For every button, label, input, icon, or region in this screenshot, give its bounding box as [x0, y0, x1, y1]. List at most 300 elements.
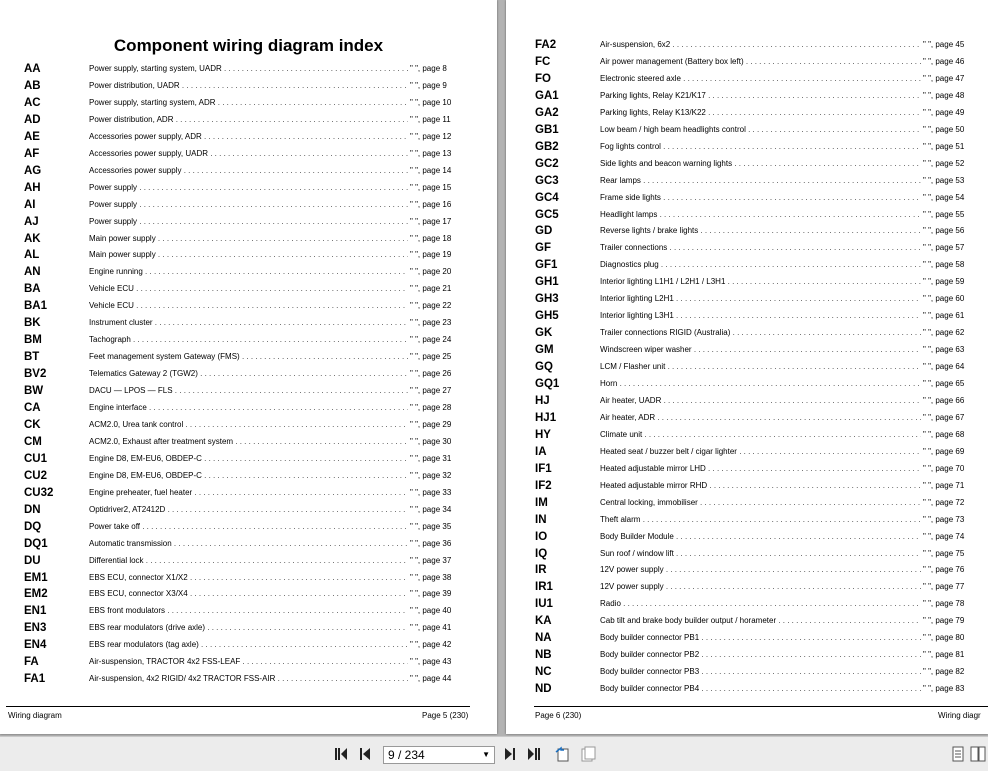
entry-description: Automatic transmission . . .: [89, 539, 409, 548]
entry-description: Fog lights control . . .: [600, 142, 922, 151]
page-number-value: 9 / 234: [388, 748, 425, 762]
index-entry[interactable]: [506, 309, 988, 326]
entry-code: CK: [24, 418, 41, 431]
index-entry[interactable]: [0, 638, 497, 655]
index-entry[interactable]: [506, 106, 988, 123]
entry-page-reference[interactable]: " ", page 70: [923, 463, 965, 473]
entry-page-reference[interactable]: " ", page 26: [410, 369, 452, 379]
entry-code: AE: [24, 130, 40, 143]
entry-page-reference[interactable]: " ", page 49: [923, 107, 965, 117]
index-entry[interactable]: [506, 275, 988, 292]
index-entry[interactable]: [506, 394, 988, 411]
index-entry[interactable]: [506, 191, 988, 208]
index-entry[interactable]: [506, 258, 988, 275]
entry-code: FC: [535, 55, 551, 68]
entry-description: Interior lighting L1H1 / L2H1 / L3H1 . . .: [600, 277, 922, 286]
entry-page-reference[interactable]: " ", page 43: [410, 657, 452, 667]
entry-description: Interior lighting L3H1 . . .: [600, 311, 922, 320]
index-title: Component wiring diagram index: [113, 36, 384, 55]
entry-page-reference[interactable]: " ", page 58: [923, 260, 965, 270]
page-left: [0, 0, 497, 734]
entry-description: Engine running . . .: [89, 267, 409, 276]
entry-code: BA1: [24, 300, 48, 313]
entry-description: Power distribution, UADR . . .: [89, 81, 409, 90]
entry-code: NC: [535, 666, 552, 679]
entry-page-reference[interactable]: " ", page 10: [410, 97, 452, 107]
entry-description: EBS ECU, connector X1/X2 . . .: [89, 573, 409, 582]
index-entry[interactable]: [0, 130, 497, 147]
entry-page-reference[interactable]: " ", page 63: [923, 345, 965, 355]
index-entry[interactable]: [0, 621, 497, 638]
index-entry[interactable]: [0, 587, 497, 604]
index-entry[interactable]: [506, 563, 988, 580]
index-entry[interactable]: [0, 215, 497, 232]
entry-code: AK: [24, 232, 41, 245]
entry-code: EN1: [24, 605, 47, 618]
entry-code: GC5: [535, 208, 559, 221]
index-entry[interactable]: [506, 292, 988, 309]
entry-page-reference[interactable]: " ", page 8: [410, 64, 447, 73]
index-entry[interactable]: [506, 343, 988, 360]
entry-description: ACM2.0, Exhaust after treatment system . . .: [89, 437, 409, 446]
index-entry[interactable]: [0, 282, 497, 299]
entry-description: Body builder connector PB3 . . .: [600, 667, 922, 676]
entry-description: Power supply, starting system, UADR . . .: [89, 64, 409, 73]
index-entry[interactable]: [0, 265, 497, 282]
entry-page-reference[interactable]: " ", page 78: [923, 599, 965, 609]
entry-code: AI: [24, 198, 36, 211]
entry-code: GC3: [535, 174, 559, 187]
entry-description: Sun roof / window lift . . .: [600, 549, 922, 558]
index-entry[interactable]: [506, 208, 988, 225]
index-entry[interactable]: [0, 350, 497, 367]
index-entry[interactable]: [0, 655, 497, 672]
next-page-icon[interactable]: [502, 746, 518, 762]
entry-description: Cab tilt and brake body builder output / horameter . . .: [600, 616, 922, 625]
entry-description: Horn . . .: [600, 379, 922, 388]
entry-code: NA: [535, 632, 552, 645]
entry-code: AH: [24, 181, 41, 194]
entry-code: IF2: [535, 479, 552, 492]
index-entry[interactable]: [506, 428, 988, 445]
entry-description: Heated adjustable mirror LHD . . .: [600, 464, 922, 473]
entry-code: AL: [24, 249, 40, 262]
entry-page-reference[interactable]: " ", page 27: [410, 386, 452, 396]
entry-description: EBS front modulators . . .: [89, 606, 409, 615]
entry-description: Diagnostics plug . . .: [600, 260, 922, 269]
entry-code: FA1: [24, 673, 46, 686]
entry-page-reference[interactable]: " ", page 24: [410, 335, 452, 345]
index-entry[interactable]: [506, 157, 988, 174]
entry-description: Main power supply . . .: [89, 234, 409, 243]
entry-page-reference[interactable]: " ", page 65: [923, 379, 965, 388]
entry-page-reference[interactable]: " ", page 28: [410, 403, 452, 412]
index-entry[interactable]: [0, 164, 497, 181]
entry-description: Accessories power supply . . .: [89, 166, 409, 175]
entry-description: Interior lighting L2H1 . . .: [600, 294, 922, 303]
chevron-down-icon[interactable]: ▼: [482, 750, 490, 759]
entry-code: GC2: [535, 157, 559, 170]
entry-page-reference[interactable]: " ", page 69: [923, 446, 965, 456]
entry-page-reference[interactable]: " ", page 67: [923, 412, 965, 422]
entry-description: Radio . . .: [600, 599, 922, 608]
entry-description: Theft alarm . . .: [600, 515, 922, 524]
entry-description: Telematics Gateway 2 (TGW2) . . .: [89, 369, 409, 378]
index-entry[interactable]: [506, 665, 988, 682]
entry-code: CU32: [24, 486, 54, 499]
index-entry[interactable]: [0, 198, 497, 215]
entry-description: Vehicle ECU . . .: [89, 301, 409, 310]
entry-code: DQ1: [24, 537, 48, 550]
entry-page-reference[interactable]: " ", page 50: [923, 124, 965, 134]
index-entry[interactable]: [0, 232, 497, 249]
entry-page-reference[interactable]: " ", page 23: [410, 318, 452, 328]
entry-page-reference[interactable]: " ", page 32: [410, 470, 452, 480]
entry-page-reference[interactable]: " ", page 60: [923, 294, 965, 304]
entry-page-reference[interactable]: " ", page 79: [923, 616, 965, 626]
previous-view-icon[interactable]: [554, 746, 570, 762]
index-entry[interactable]: [506, 496, 988, 513]
index-entry[interactable]: [0, 401, 497, 418]
entry-description: Body Builder Module . . .: [600, 532, 922, 541]
entry-code: DN: [24, 503, 41, 516]
index-entry[interactable]: [506, 614, 988, 631]
index-entry[interactable]: [506, 462, 988, 479]
entry-description: Main power supply . . .: [89, 250, 409, 259]
entry-page-reference[interactable]: " ", page 66: [923, 395, 965, 405]
entry-code: BV2: [24, 368, 47, 381]
entry-page-reference[interactable]: " ", page 68: [923, 429, 965, 439]
entry-code: BM: [24, 334, 42, 347]
entry-page-reference[interactable]: " ", page 54: [923, 192, 965, 202]
entry-page-reference[interactable]: " ", page 62: [923, 328, 965, 338]
entry-page-reference[interactable]: " ", page 44: [410, 674, 452, 684]
entry-page-reference[interactable]: " ", page 19: [410, 250, 452, 260]
footer-divider: [534, 706, 988, 707]
index-entry[interactable]: [0, 486, 497, 503]
index-entry[interactable]: [0, 520, 497, 537]
page-number-field[interactable]: [383, 746, 495, 764]
index-entry[interactable]: [0, 571, 497, 588]
entry-code: IU1: [535, 598, 553, 611]
entry-code: DU: [24, 554, 41, 567]
entry-page-reference[interactable]: " ", page 20: [410, 267, 452, 277]
entry-description: EBS rear modulators (tag axle) . . .: [89, 640, 409, 649]
entry-page-reference[interactable]: " ", page 39: [410, 589, 452, 599]
entry-description: Air-suspension, 4x2 RIGID/ 4x2 TRACTOR FSS-AIR . . .: [89, 674, 409, 683]
index-entry[interactable]: [506, 224, 988, 241]
entry-page-reference[interactable]: " ", page 36: [410, 538, 452, 548]
entry-page-reference[interactable]: " ", page 41: [410, 623, 452, 633]
index-entry[interactable]: [506, 580, 988, 597]
index-entry[interactable]: [0, 435, 497, 452]
index-entry[interactable]: [0, 248, 497, 265]
entry-page-reference[interactable]: " ", page 75: [923, 548, 965, 558]
entry-description: Instrument cluster . . .: [89, 318, 409, 327]
single-page-view-icon[interactable]: [950, 746, 966, 762]
index-entry[interactable]: [506, 445, 988, 462]
entry-code: AA: [24, 63, 41, 75]
entry-code: BA: [24, 283, 41, 296]
index-entry[interactable]: [506, 174, 988, 191]
index-entry[interactable]: [506, 326, 988, 343]
entry-description: Power supply . . .: [89, 217, 409, 226]
entry-code: IO: [535, 530, 548, 543]
entry-description: Engine D8, EM-EU6, OBDEP-C . . .: [89, 454, 409, 463]
entry-code: CU1: [24, 452, 48, 465]
entry-description: Air-suspension, 6x2 . . .: [600, 40, 922, 49]
entry-page-reference[interactable]: " ", page 74: [923, 531, 965, 541]
entry-code: GK: [535, 327, 553, 340]
index-entry[interactable]: [0, 469, 497, 486]
entry-page-reference[interactable]: " ", page 15: [410, 182, 452, 192]
index-entry[interactable]: [0, 537, 497, 554]
entry-page-reference[interactable]: " ", page 45: [923, 40, 965, 49]
entry-description: Optidriver2, AT2412D . . .: [89, 505, 409, 514]
entry-description: Body builder connector PB1 . . .: [600, 633, 922, 642]
next-view-icon[interactable]: [580, 746, 596, 762]
entry-page-reference[interactable]: " ", page 53: [923, 175, 965, 185]
entry-code: BT: [24, 351, 40, 364]
entry-description: Engine preheater, fuel heater . . .: [89, 488, 409, 497]
footer-divider: [6, 706, 470, 707]
entry-description: Feet management system Gateway (FMS) . . .: [89, 352, 409, 361]
entry-code: AC: [24, 96, 41, 109]
entry-page-reference[interactable]: " ", page 64: [923, 362, 965, 372]
entry-description: Rear lamps . . .: [600, 176, 922, 185]
entry-page-reference[interactable]: " ", page 48: [923, 90, 965, 100]
entry-page-reference[interactable]: " ", page 55: [923, 209, 965, 219]
page-navigation-toolbar: [0, 736, 988, 771]
entry-page-reference[interactable]: " ", page 71: [923, 480, 965, 490]
index-entry[interactable]: [506, 513, 988, 530]
entry-description: Differential lock . . .: [89, 556, 409, 565]
index-entry[interactable]: [0, 113, 497, 130]
entry-description: EBS ECU, connector X3/X4 . . .: [89, 589, 409, 598]
entry-code: GC4: [535, 191, 559, 204]
entry-description: Windscreen wiper washer . . .: [600, 345, 922, 354]
index-entry[interactable]: [0, 299, 497, 316]
index-entry[interactable]: [0, 554, 497, 571]
entry-description: Power supply . . .: [89, 200, 409, 209]
two-page-view-icon[interactable]: [970, 746, 986, 762]
entry-description: Parking lights, Relay K13/K22 . . .: [600, 108, 922, 117]
entry-code: GQ1: [535, 378, 560, 390]
entry-description: Frame side lights . . .: [600, 193, 922, 202]
entry-page-reference[interactable]: " ", page 57: [923, 243, 965, 253]
entry-description: LCM / Flasher unit . . .: [600, 362, 922, 371]
index-entry[interactable]: [0, 62, 497, 79]
entry-code: EM2: [24, 588, 48, 601]
entry-code: HJ1: [535, 411, 557, 424]
entry-code: FA2: [535, 39, 557, 51]
entry-page-reference[interactable]: " ", page 42: [410, 640, 452, 650]
index-entry[interactable]: [0, 452, 497, 469]
entry-description: 12V power supply . . .: [600, 582, 922, 591]
entry-page-reference[interactable]: " ", page 11: [410, 114, 451, 124]
entry-code: IQ: [535, 547, 548, 560]
entry-page-reference[interactable]: " ", page 76: [923, 565, 965, 575]
entry-description: Accessories power supply, ADR . . .: [89, 132, 409, 141]
index-entry[interactable]: [0, 604, 497, 621]
entry-description: Parking lights, Relay K21/K17 . . .: [600, 91, 922, 100]
index-entry[interactable]: [0, 367, 497, 384]
entry-code: CM: [24, 435, 42, 448]
entry-description: Engine interface . . .: [89, 403, 409, 412]
entry-code: GH3: [535, 293, 559, 306]
entry-code: GD: [535, 225, 553, 238]
entry-description: Heated seat / buzzer belt / cigar lighter . . .: [600, 447, 922, 456]
entry-code: CU2: [24, 469, 48, 482]
entry-page-reference[interactable]: " ", page 46: [923, 56, 965, 66]
index-entry[interactable]: [506, 648, 988, 665]
entry-page-reference[interactable]: " ", page 13: [410, 148, 452, 158]
entry-description: Vehicle ECU . . .: [89, 284, 409, 293]
entry-code: IM: [535, 496, 548, 509]
footer-label: Wiring diagram: [8, 711, 62, 720]
index-entry[interactable]: [0, 79, 497, 96]
entry-page-reference[interactable]: " ", page 35: [410, 521, 452, 531]
entry-page-reference[interactable]: " ", page 17: [410, 216, 452, 226]
entry-description: Body builder connector PB2 . . .: [600, 650, 922, 659]
index-entry[interactable]: [0, 147, 497, 164]
entry-description: DACU — LPOS — FLS . . .: [89, 386, 409, 395]
entry-code: GF1: [535, 259, 558, 272]
index-entry[interactable]: [0, 418, 497, 435]
entry-code: AD: [24, 113, 41, 126]
entry-page-reference[interactable]: " ", page 22: [410, 301, 452, 311]
entry-description: Body builder connector PB4 . . .: [600, 684, 922, 693]
entry-code: IR: [535, 564, 547, 577]
entry-code: EN3: [24, 622, 47, 635]
entry-code: FA: [24, 656, 39, 669]
entry-page-reference[interactable]: " ", page 51: [923, 141, 965, 151]
entry-code: IF1: [535, 462, 552, 475]
index-entry[interactable]: [0, 503, 497, 520]
index-entry[interactable]: [506, 377, 988, 394]
entry-code: AF: [24, 147, 40, 160]
entry-description: Headlight lamps . . .: [600, 210, 922, 219]
index-entry[interactable]: [506, 479, 988, 496]
entry-page-reference[interactable]: " ", page 34: [410, 504, 452, 514]
index-entry[interactable]: [506, 89, 988, 106]
entry-code: GF: [535, 242, 551, 255]
entry-page-reference[interactable]: " ", page 56: [923, 226, 965, 236]
index-entry[interactable]: [0, 384, 497, 401]
entry-page-reference[interactable]: " ", page 16: [410, 199, 452, 209]
entry-page-reference[interactable]: " ", page 52: [923, 158, 965, 168]
entry-code: EM1: [24, 571, 48, 584]
entry-page-reference[interactable]: " ", page 40: [410, 606, 452, 616]
index-entry[interactable]: [506, 631, 988, 648]
index-entry[interactable]: [506, 72, 988, 89]
entry-page-reference[interactable]: " ", page 47: [923, 73, 965, 83]
footer-label: Wiring diagr: [938, 711, 981, 720]
entry-code: GA2: [535, 106, 559, 119]
entry-code: FO: [535, 72, 551, 85]
entry-page-reference[interactable]: " ", page 30: [410, 436, 452, 446]
entry-description: Central locking, immobiliser . . .: [600, 498, 922, 507]
entry-page-reference[interactable]: " ", page 29: [410, 419, 452, 429]
entry-page-reference[interactable]: " ", page 59: [923, 277, 965, 287]
entry-description: ACM2.0, Urea tank control . . .: [89, 420, 409, 429]
entry-description: Air heater, UADR . . .: [600, 396, 922, 405]
entry-description: Power supply, starting system, ADR . . .: [89, 98, 409, 107]
entry-description: Power take off . . .: [89, 522, 409, 531]
entry-code: EN4: [24, 639, 47, 652]
entry-page-reference[interactable]: " ", page 83: [923, 684, 965, 694]
entry-page-reference[interactable]: " ", page 18: [410, 233, 452, 243]
index-entry[interactable]: [506, 547, 988, 564]
index-entry[interactable]: [506, 55, 988, 72]
entry-code: GB1: [535, 123, 559, 136]
last-page-icon[interactable]: [526, 746, 542, 762]
entry-page-reference[interactable]: " ", page 81: [923, 650, 965, 660]
entry-description: Reverse lights / brake lights . . .: [600, 226, 922, 235]
entry-page-reference[interactable]: " ", page 38: [410, 572, 452, 582]
index-entry[interactable]: [506, 140, 988, 157]
entry-page-reference[interactable]: " ", page 25: [410, 352, 452, 362]
entry-code: NB: [535, 649, 552, 662]
footer-page-number: Page 6 (230): [535, 711, 582, 720]
index-entry[interactable]: [506, 241, 988, 258]
entry-page-reference[interactable]: " ", page 37: [410, 555, 452, 565]
entry-page-reference[interactable]: " ", page 33: [410, 487, 452, 497]
entry-code: GB2: [535, 140, 559, 153]
previous-page-icon[interactable]: [357, 746, 373, 762]
entry-code: DQ: [24, 520, 42, 533]
index-entry[interactable]: [0, 181, 497, 198]
entry-page-reference[interactable]: " ", page 61: [923, 311, 965, 321]
entry-description: Power distribution, ADR . . .: [89, 115, 409, 124]
entry-description: 12V power supply . . .: [600, 565, 922, 574]
first-page-icon[interactable]: [333, 746, 349, 762]
entry-description: Engine D8, EM-EU6, OBDEP-C . . .: [89, 471, 409, 480]
entry-page-reference[interactable]: " ", page 14: [410, 165, 452, 175]
entry-page-reference[interactable]: " ", page 31: [410, 453, 452, 463]
entry-page-reference[interactable]: " ", page 12: [410, 131, 452, 141]
entry-description: Trailer connections RIGID (Australia) . . .: [600, 328, 922, 337]
entry-code: ND: [535, 683, 552, 696]
entry-page-reference[interactable]: " ", page 73: [923, 514, 965, 524]
index-entry[interactable]: [506, 411, 988, 428]
entry-page-reference[interactable]: " ", page 80: [923, 633, 965, 643]
entry-page-reference[interactable]: " ", page 21: [410, 284, 452, 294]
entry-page-reference[interactable]: " ", page 77: [923, 582, 965, 592]
index-entry[interactable]: [0, 316, 497, 333]
index-entry[interactable]: [506, 360, 988, 377]
entry-page-reference[interactable]: " ", page 72: [923, 497, 965, 507]
index-entry[interactable]: [0, 672, 497, 689]
index-entry[interactable]: [506, 123, 988, 140]
entry-description: Power supply . . .: [89, 183, 409, 192]
entry-page-reference[interactable]: " ", page 82: [923, 667, 965, 677]
entry-code: IN: [535, 513, 547, 526]
index-entry[interactable]: [506, 597, 988, 614]
index-entry[interactable]: [0, 333, 497, 350]
index-entry[interactable]: [0, 96, 497, 113]
index-entry[interactable]: [506, 682, 988, 699]
entry-code: BK: [24, 317, 41, 330]
entry-description: Electronic steered axle . . .: [600, 74, 922, 83]
index-entry[interactable]: [506, 530, 988, 547]
entry-code: GA1: [535, 89, 559, 102]
entry-page-reference[interactable]: " ", page 9: [410, 80, 447, 90]
entry-description: Heated adjustable mirror RHD . . .: [600, 481, 922, 490]
index-entry[interactable]: [506, 38, 988, 55]
entry-description: Accessories power supply, UADR . . .: [89, 149, 409, 158]
entry-code: AG: [24, 164, 42, 177]
